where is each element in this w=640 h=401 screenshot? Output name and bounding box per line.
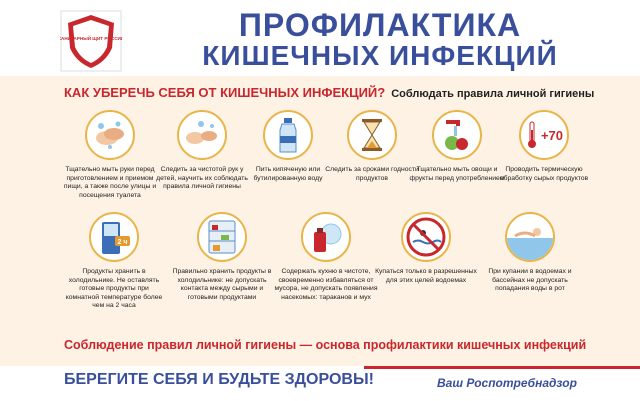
no-swimming-icon	[401, 212, 451, 262]
slogan: БЕРЕГИТЕ СЕБЯ И БУДЬТЕ ЗДОРОВЫ!	[64, 371, 374, 388]
signature: Ваш Роспотребнадзор	[437, 376, 577, 390]
time-badge: 2 ч	[117, 239, 128, 246]
logo-text: САНИТАРНЫЙ ЩИТ РОССИИ	[60, 36, 122, 41]
subheading-question: КАК УБЕРЕЧЬ СЕБЯ ОТ КИШЕЧНЫХ ИНФЕКЦИЙ?	[64, 85, 386, 100]
clean-kitchen-icon	[301, 212, 351, 262]
tip-text: Содержать кухню в чистоте, своевременно избавляться от мусора, не допускать появления насекомых: тараканов и мух	[274, 268, 378, 301]
tip-text: Тщательно мыть руки перед приготовлением и приемом пищи, а также после улицы и посещения туалета	[63, 166, 157, 199]
title-line-1: ПРОФИЛАКТИКА	[238, 7, 522, 43]
title-line-2: КИШЕЧНЫХ ИНФЕКЦИЙ	[202, 40, 558, 71]
rospotrebnadzor-logo	[60, 10, 122, 72]
fridge-shelves-icon	[197, 212, 247, 262]
tip-text: Проводить термическую обработку сырых продуктов	[499, 166, 589, 182]
washing-produce-icon	[432, 110, 482, 160]
subheading	[64, 85, 594, 100]
tip-swimmer	[478, 212, 582, 294]
tip-clean-kitchen	[274, 212, 378, 302]
subheading-answer: Соблюдать правила личной гигиены	[391, 88, 595, 100]
tip-text: При купании в водоемах и бассейнах не допускать попадания воды в рот	[488, 268, 572, 292]
tip-text: Правильно хранить продукты в холодильнике: не допускать контакта между сырыми и готовыми продуктами	[172, 268, 272, 301]
tip-text: Тщательно мыть овощи и фрукты перед употреблением	[409, 166, 505, 182]
fridge-timer-icon	[89, 212, 139, 262]
tip-fridge-timer	[62, 212, 166, 311]
tip-fridge-shelves	[170, 212, 274, 302]
footer-stripe	[364, 366, 640, 369]
hourglass-icon	[347, 110, 397, 160]
motto: Соблюдение правил личной гигиены — основа профилактики кишечных инфекций	[64, 338, 587, 352]
tip-text: Продукты хранить в холодильнике. Не оставлять готовые продукты при комнатной температуре более чем на 2 часа	[65, 268, 163, 309]
swimmer-icon	[505, 212, 555, 262]
tip-text: Пить кипяченую или бутилированную воду	[253, 166, 323, 182]
tip-text: Купаться только в разрешенных для этих целей водоемах	[375, 268, 477, 284]
hand-washing-icon	[85, 110, 135, 160]
child-hands-icon	[177, 110, 227, 160]
tip-no-swimming	[374, 212, 478, 285]
tip-text: Следить за сроками годности продуктов	[325, 166, 419, 182]
tip-thermometer	[492, 110, 596, 183]
temperature-badge: +70	[540, 128, 564, 143]
tip-hand-washing	[58, 110, 162, 200]
thermometer-icon	[519, 110, 569, 160]
tip-text: Следить за чистотой рук у детей, научить их соблюдать правила личной гигиены	[156, 166, 248, 190]
water-bottle-icon	[263, 110, 313, 160]
